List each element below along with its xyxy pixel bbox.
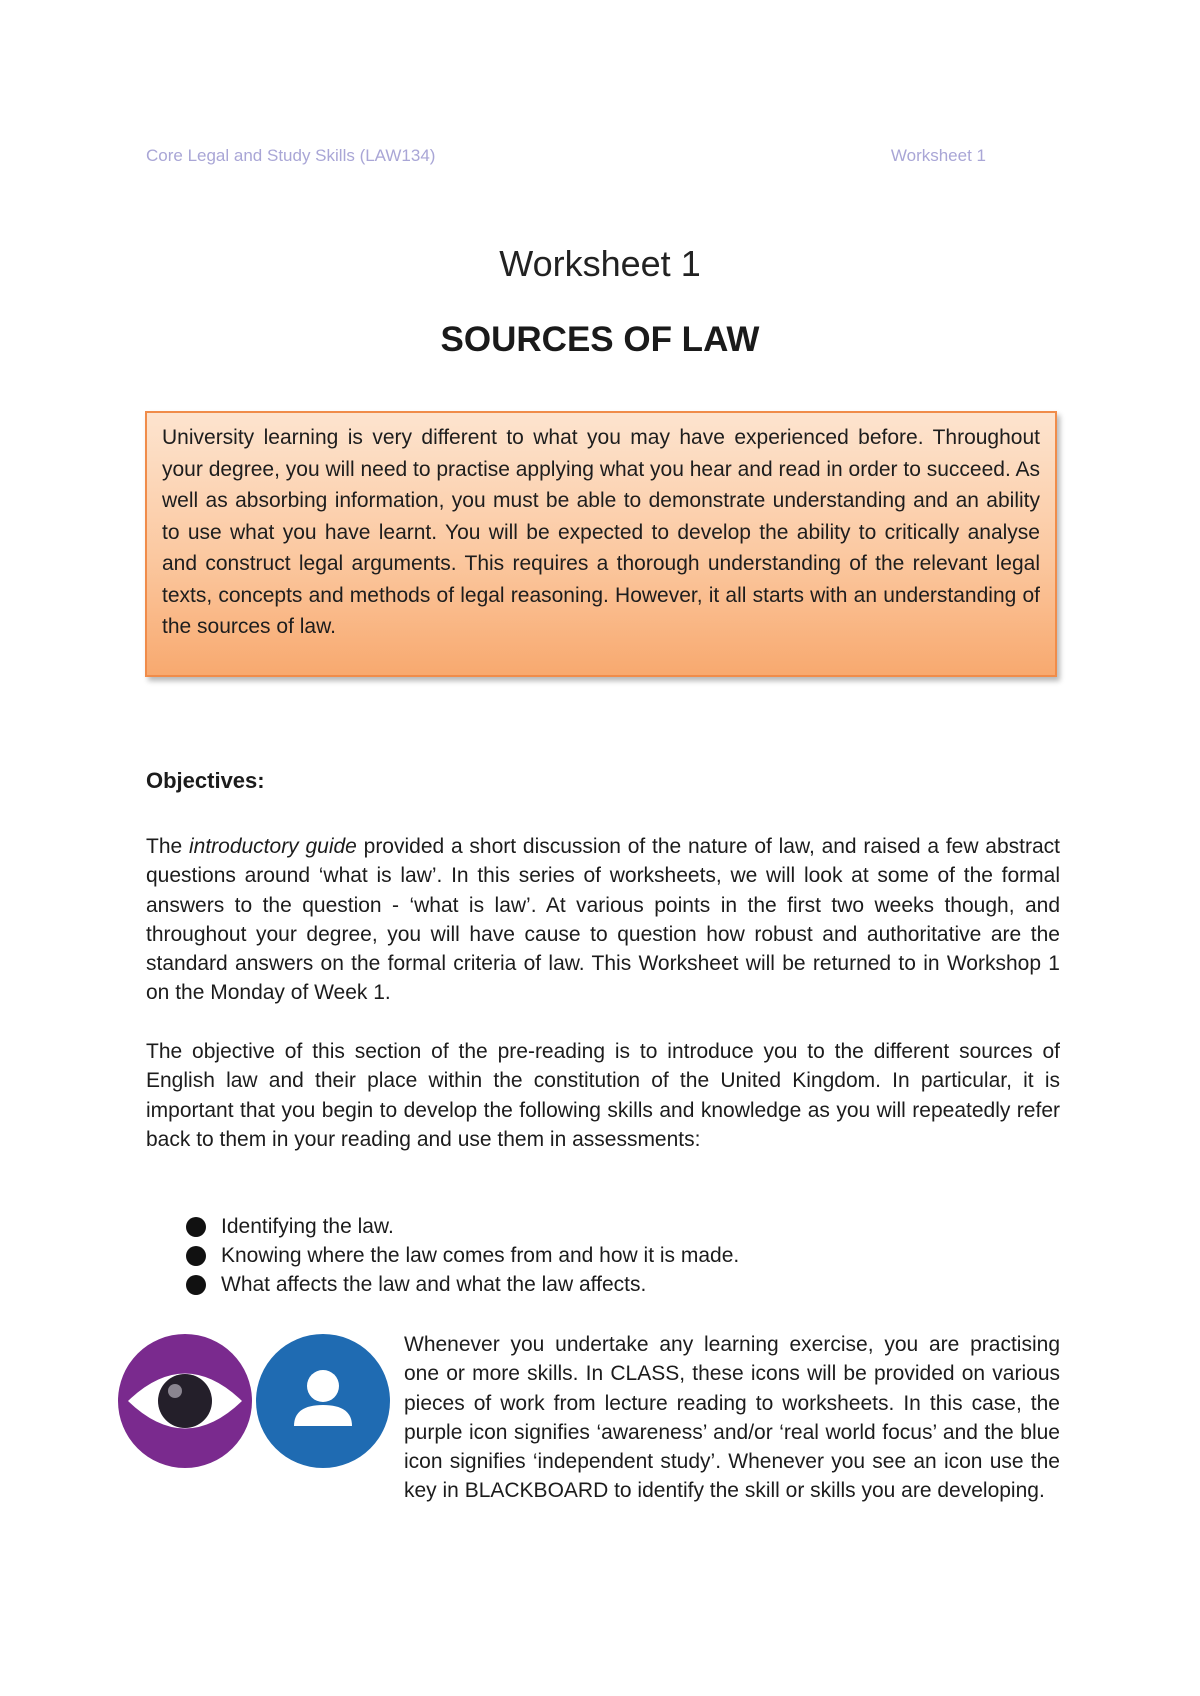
- bullet-icon: [186, 1246, 206, 1266]
- icons-explanation-paragraph: Whenever you undertake any learning exercise, you are practising one or more skills. In CLASS, these icons will be provided on various pieces of work from lecture reading to worksheets. In this case, the purple icon signifies ‘awareness’ and/or ‘real world focus’ and the blue icon signifies ‘independent study’. Whenever you see an icon use the key in BLACKBOARD to identify the skill or skills you are developing.: [404, 1333, 1060, 1503]
- intro-callout-box: [145, 411, 1057, 677]
- list-item-text: Identifying the law.: [221, 1214, 394, 1238]
- skill-icons: [118, 1334, 388, 1468]
- list-item-text: Knowing where the law comes from and how it is made.: [221, 1243, 740, 1267]
- list-item: [186, 1241, 739, 1270]
- list-item: [186, 1212, 739, 1241]
- intro-text: University learning is very different to what you may have experienced before. Throughout your degree, you will need to practise applying what you hear and read in order to succeed. As well as absorbing information, you must be able to demonstrate understanding and an ability to use what you have learnt. You will be expected to develop the ability to critically analyse and construct legal arguments. This requires a thorough understanding of the relevant legal texts, concepts and methods of legal reasoning. However, it all starts with an understanding of the sources of law.: [162, 426, 1040, 638]
- person-icon: [256, 1334, 390, 1468]
- eye-icon: [118, 1334, 252, 1468]
- skills-list: [186, 1212, 739, 1299]
- para1-lead: The: [146, 835, 189, 858]
- objectives-paragraph-2: The objective of this section of the pre-reading is to introduce you to the different sources of English law and their place within the constitution of the United Kingdom. In particular, it is important that you begin to develop the following skills and knowledge as you will repeatedly refer back to them in your reading and use them in assessments:: [146, 1040, 1060, 1151]
- introductory-guide-emphasis: introductory guide: [188, 835, 357, 858]
- para1-rest: provided a short discussion of the nature of law, and raised a few abstract questions around ‘what is law’. In this series of worksheets, we will look at some of the formal answers to the question - ‘what is law’. At various points in the first two weeks though, and throughout your degree, you will have cause to question how robust and authoritative are the standard answers on the formal criteria of law. This Worksheet will be returned to in Workshop 1 on the Monday of Week 1.: [146, 835, 1060, 1005]
- bullet-icon: [186, 1275, 206, 1295]
- running-header: [146, 146, 986, 166]
- bullet-icon: [186, 1217, 206, 1237]
- list-item: [186, 1270, 739, 1299]
- objectives-paragraph-1: [146, 832, 1060, 1008]
- page-subtitle: SOURCES OF LAW: [440, 320, 760, 359]
- page-title: Worksheet 1: [499, 243, 701, 284]
- list-item-text: What affects the law and what the law affects.: [221, 1272, 647, 1296]
- worksheet-number: Worksheet 1: [890, 146, 986, 165]
- course-name: Core Legal and Study Skills (LAW134): [146, 146, 436, 165]
- objectives-heading: Objectives:: [146, 768, 265, 793]
